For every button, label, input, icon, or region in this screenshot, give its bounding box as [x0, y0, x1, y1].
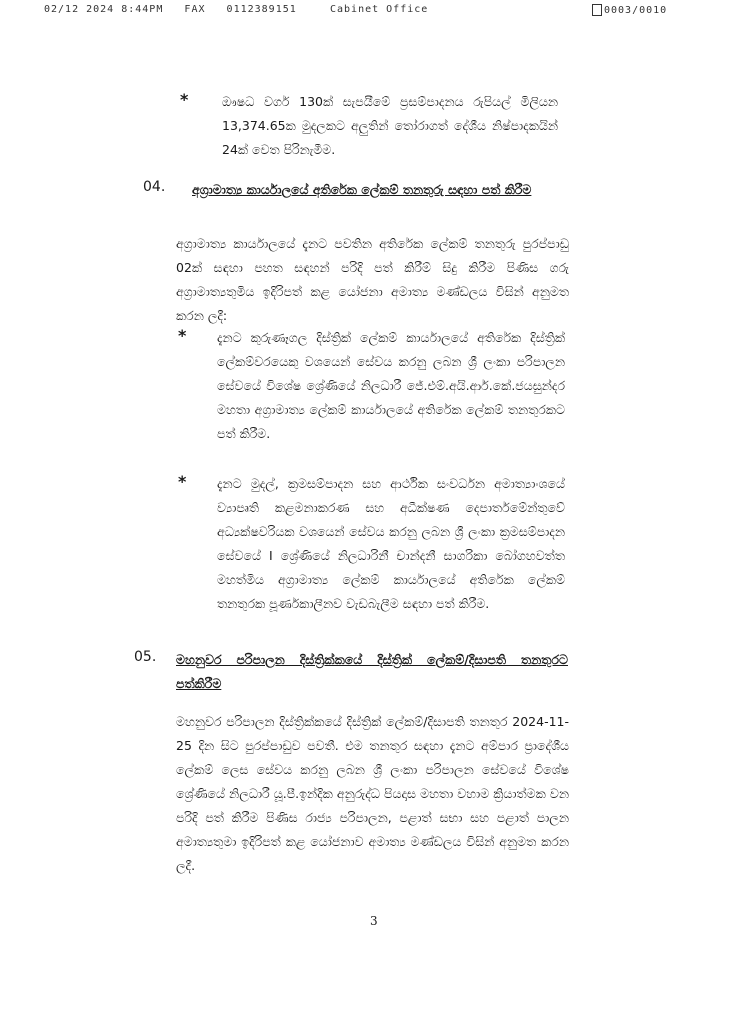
fax-page-counter	[592, 4, 667, 16]
section-05-body: මහනුවර පරිපාලන දිස්ත්‍රික්කයේ දිස්ත්‍රික් ලේකම්/දිසාපති තනතුර 2024-11-25 දින සිට පුරප්පාඩුව පවතී. එම තනතුර සඳහා දැනට අම්පාර ප්‍රාදේශීය ලේකම් ලෙස සේවය කරනු ලබන ශ්‍රී ලංකා පරිපාලන සේවයේ විශේෂ ශ්‍රේණියේ නිලධාරී යූ.පී.ඉන්දික අනුරුද්ධ පියදාස මහතා වහාම ක්‍රියාත්මක වන පරිදි පත් කිරීම පිණිස රාජ්‍ය පරිපාලන, පළාත් සභා සහ පළාත් පාලන අමාත්‍යතුමා ඉදිරිපත් කළ යෝජනාව අමාත්‍ය මණ්ඩලය විසින් අනුමත කරන ලදී.	[176, 714, 569, 873]
section-05-number: 05.	[134, 649, 157, 665]
section-04-item-2: දැනට මුදල්, ක්‍රමසම්පාදන සහ ආර්ථික සංවර්ධන අමාත්‍යාංශයේ ව්‍යාපෘති කළමනාකරණ සහ අධීක්ෂණ දෙපාර්තමේන්තුවේ අධ්‍යක්ෂවරියක වශයෙන් සේවය කරනු ලබන ශ්‍රී ලංකා ක්‍රමසම්පාදන සේවයේ I ශ්‍රේණියේ නිලධාරිනී චාන්දනී සාගරිකා බෝගහවත්ත මහත්මිය අග්‍රාමාත්‍ය ලේකම් කාර්යාලයේ අතිරේක ලේකම් තනතුරක පූර්ණකාලීනව වැඩබැලීම සඳහා පත් කිරීම.	[217, 476, 565, 611]
fax-datetime: 02/12 2024 8:44PM	[44, 4, 164, 15]
section-05-title-line1: මහනුවර පරිපාලන දිස්ත්‍රික්කයේ දිස්ත්‍රික් ලේකම්/දිසාපති තනතුරට	[176, 652, 568, 667]
section-05-title-line2: පත්කිරීම	[176, 676, 222, 691]
fax-number: 0112389151	[226, 4, 297, 15]
section-04-intro: අග්‍රාමාත්‍ය කාර්යාලයේ දැනට පවතින අතිරේක ලේකම් තනතුරු පුරප්පාඩු 02ක් සඳහා පහත සඳහන් පරිදි පත් කිරීම් සිදු කිරීම පිණිස ගරු අග්‍රාමාත්‍යතුමිය ඉදිරිපත් කළ යෝජනා අමාත්‍ය මණ්ඩලය විසින් අනුමත කරන ලදී:	[176, 236, 569, 323]
bullet-marker: *	[178, 472, 187, 491]
section-04-number: 04.	[143, 179, 166, 195]
section-04-item-1: දැනට කුරුණෑගල දිස්ත්‍රික් ලේකම් කාර්යාලයේ අතිරේක දිස්ත්‍රික් ලේකම්වරයෙකු වශයෙන් සේවය කරනු ලබන ශ්‍රී ලංකා පරිපාලන සේවයේ විශේෂ ශ්‍රේණියේ නිලධාරී ජේ.එම්.අයි.ආර්.කේ.ජයසුන්දර මහතා අග්‍රාමාත්‍ය ලේකම් කාර්යාලයේ අතිරේක ලේකම් තනතුරකට පත් කිරීම.	[217, 330, 565, 441]
page-number: 3	[370, 914, 378, 928]
continued-item-text: ඖෂධ වර්ග 130ක් සැපයීමේ ප්‍රසම්පාදනය රුපියල් මිලියන 13,374.65ක මුදලකට අලුතින් තෝරාගත් දේශීය නිෂ්පාදකයින් 24ක් වෙත පිරිනැමීම.	[222, 94, 558, 157]
fax-label: FAX	[184, 4, 206, 15]
page-icon	[592, 4, 602, 16]
page-counter-text: 0003/0010	[604, 4, 668, 16]
fax-header-datetime	[44, 4, 297, 15]
bullet-marker: *	[178, 326, 187, 345]
section-04-title: අග්‍රාමාත්‍ය කාර්යාලයේ අතිරේක ලේකම් තනතුරු සඳහා පත් කිරීම	[192, 182, 532, 197]
fax-sender: Cabinet Office	[330, 4, 429, 15]
bullet-marker: *	[180, 90, 189, 109]
